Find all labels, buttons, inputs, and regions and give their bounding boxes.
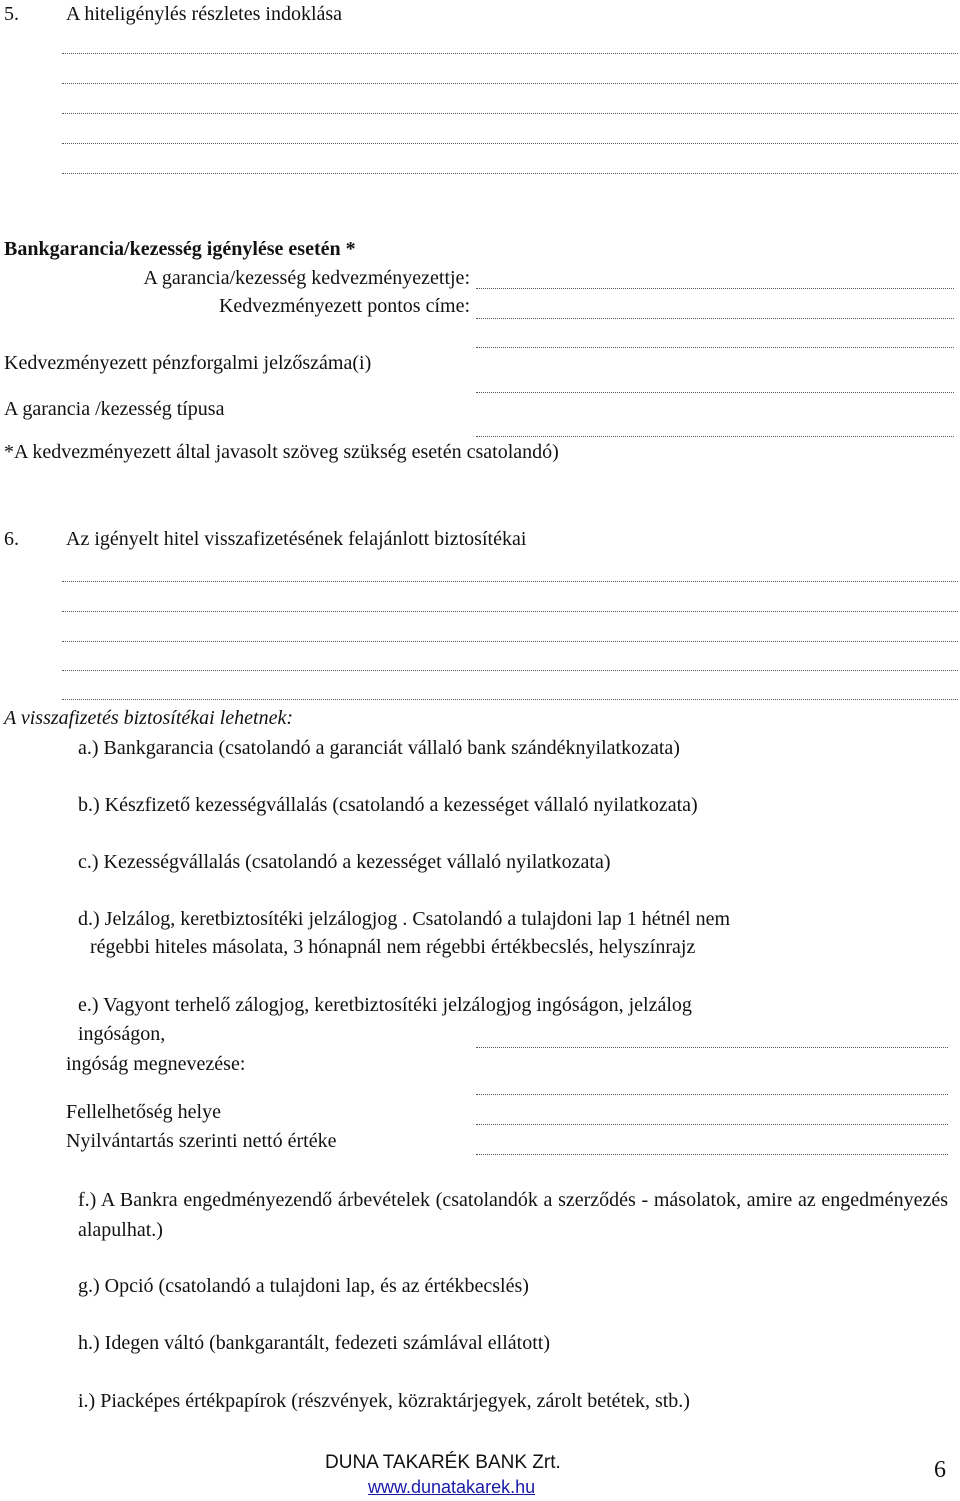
guarantee-heading: Bankgarancia/kezesség igénylése esetén * [4, 238, 356, 260]
guarantee-note: *A kedvezményezett által javasolt szöveg szükség esetén csatolandó) [4, 441, 559, 463]
collateral-line-1[interactable] [62, 581, 958, 582]
beneficiary-account-label: Kedvezményezett pénzforgalmi jelzőszáma(i) [4, 352, 372, 374]
guarantee-type-field[interactable] [476, 436, 954, 437]
justification-line-2[interactable] [62, 83, 958, 84]
collateral-line-2[interactable] [62, 611, 958, 612]
movable-property-field-1[interactable] [476, 1047, 948, 1048]
beneficiary-address-field[interactable] [476, 318, 954, 319]
collateral-intro: A visszafizetés biztosítékai lehetnek: [4, 707, 294, 729]
movable-property-value-field[interactable] [476, 1154, 948, 1155]
collateral-item-c: c.) Kezességvállalás (csatolandó a kezességet vállaló nyilatkozata) [78, 851, 611, 873]
collateral-item-h: h.) Idegen váltó (bankgarantált, fedezeti számlával ellátott) [78, 1332, 551, 1354]
collateral-item-d-line-1: d.) Jelzálog, keretbiztosítéki jelzálogjog . Csatolandó a tulajdoni lap 1 hétnél nem [78, 908, 731, 930]
justification-line-3[interactable] [62, 113, 958, 114]
justification-line-1[interactable] [62, 53, 958, 54]
movable-property-location-field[interactable] [476, 1124, 948, 1125]
justification-line-5[interactable] [62, 173, 958, 174]
page-number: 6 [934, 1457, 946, 1483]
collateral-item-f: f.) A Bankra engedményezendő árbevételek (csatolandók a szerződés - másolatok, amire az engedményezés alapulhat.) [78, 1189, 948, 1241]
collateral-item-e-line-2: ingóságon, [78, 1023, 166, 1045]
collateral-item-b: b.) Készfizető kezességvállalás (csatolandó a kezességet vállaló nyilatkozata) [78, 794, 698, 816]
section-6-number: 6. [4, 528, 19, 550]
collateral-line-5[interactable] [62, 699, 958, 700]
beneficiary-label: A garancia/kezesség kedvezményezettje: [143, 267, 470, 289]
beneficiary-address-label: Kedvezményezett pontos címe: [218, 295, 470, 317]
collateral-item-d-line-2: régebbi hiteles másolata, 3 hónapnál nem régebbi értékbecslés, helyszínrajz [90, 936, 696, 958]
section-5-number: 5. [4, 3, 19, 25]
collateral-line-3[interactable] [62, 641, 958, 642]
section-5-title: A hiteligénylés részletes indoklása [66, 3, 343, 25]
justification-line-4[interactable] [62, 143, 958, 144]
collateral-line-4[interactable] [62, 670, 958, 671]
movable-property-name-field[interactable] [476, 1094, 948, 1095]
movable-property-name-label: ingóság megnevezése: [66, 1053, 246, 1075]
beneficiary-account-field[interactable] [476, 392, 954, 393]
section-6-title: Az igényelt hitel visszafizetésének felajánlott biztosítékai [66, 528, 527, 550]
footer-company: DUNA TAKARÉK BANK Zrt. [325, 1452, 561, 1473]
collateral-item-a: a.) Bankgarancia (csatolandó a garanciát vállaló bank szándéknyilatkozata) [78, 737, 680, 759]
collateral-item-g: g.) Opció (csatolandó a tulajdoni lap, és az értékbecslés) [78, 1275, 529, 1297]
guarantee-type-label: A garancia /kezesség típusa [4, 398, 225, 420]
beneficiary-address-field-2[interactable] [476, 347, 954, 348]
movable-property-location-label: Fellelhetőség helye [66, 1101, 221, 1123]
beneficiary-field[interactable] [476, 288, 954, 289]
collateral-item-e-line-1: e.) Vagyont terhelő zálogjog, keretbiztosítéki jelzálogjog ingóságon, jelzálog [78, 994, 692, 1016]
collateral-item-i: i.) Piacképes értékpapírok (részvények, közraktárjegyek, zárolt betétek, stb.) [78, 1390, 690, 1412]
movable-property-value-label: Nyilvántartás szerinti nettó értéke [66, 1130, 337, 1152]
footer-website-link[interactable]: www.dunatakarek.hu [368, 1477, 536, 1497]
